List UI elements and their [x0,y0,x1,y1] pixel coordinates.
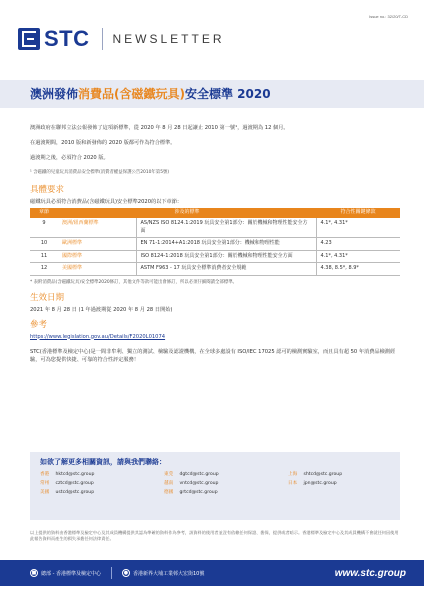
row-clauses: 4.1*, 4.31* [316,250,400,263]
row-clauses: 4.23 [316,238,400,251]
contact-city: 日本 [288,481,298,486]
page-title [30,85,271,102]
stc-logo-icon [18,28,40,50]
contact-city: 美國 [40,490,50,495]
contact-entry [40,480,164,487]
contact-email[interactable]: jpn@stc.group [303,481,337,486]
table-intro: 磁鐵玩具必須符合消費品(含磁鐵玩具)安全標準2020的以下章節： [30,199,183,205]
header [18,24,408,54]
table-header-section: 章節 [30,208,58,218]
table-row [30,218,400,238]
contact-email[interactable]: grtcd@stc.group [179,490,218,495]
table-row [30,250,400,263]
newsletter-label: NEWSLETTER [112,32,225,46]
contact-city: 上海 [288,472,298,477]
row-standard: EN 71-1:2014+A1:2018 玩具安全第1部分：機械和物理性能 [136,238,316,251]
footer-address-label: 香港新界大埔工業邨大宏街10號 [132,570,205,577]
row-country: 歐洲標準 [58,238,136,251]
title-part-1: 澳洲發佈 [30,87,79,101]
table-header-clauses: 符合性關鍵條款 [316,208,400,218]
standards-table [30,208,400,276]
contact-email[interactable]: ustcd@stc.group [55,490,95,495]
contact-email[interactable]: shtcd@stc.group [303,472,343,477]
row-clauses: 4.1*, 4.31* [316,218,400,238]
contact-city: 越南 [164,481,174,486]
row-standard: ISO 8124-1:2018 玩具安全第1部分：關於機械和物理性能安全方面 [136,250,316,263]
footer [0,560,424,586]
row-standard: AS/NZS ISO 8124.1:2019 玩具安全第1部分：關於機械和物理性能安全方面 [136,218,316,238]
contact-box [30,452,400,520]
row-standard: ASTM F963 - 17 玩具安全標準消費者安全規範 [136,263,316,276]
title-part-3: 安全標準 2020 [185,87,271,101]
contact-entry [164,480,288,487]
row-country: 國際標準 [58,250,136,263]
contact-entry [40,489,164,496]
section-heading-requirements: 具體要求 [30,185,65,195]
table-header-standard: 涉及的標準 [58,208,316,218]
footer-org-label: 總部 - 香港標準及檢定中心 [41,570,101,577]
building-icon: ■ [31,570,37,576]
row-clauses: 4.38, 8.5*, 8.9* [316,263,400,276]
contact-city: 東莞 [164,472,174,477]
row-country: 美國標準 [58,263,136,276]
section-heading-effective-date: 生效日期 [30,292,65,303]
reference-link[interactable]: https://www.legislation.gov.au/Details/F2020L01074 [30,333,166,340]
table-row [30,263,400,276]
contact-email[interactable]: dgtcd@stc.group [179,472,219,477]
intro-paragraph: 澳洲政府在聯邦立法公報發佈了這項新標準，從 2020 年 8 月 28 日起讓止 2010 第一號¹，過渡期為 12 個月。 [30,125,289,131]
row-section-no: 9 [30,218,58,238]
footer-divider [111,567,112,579]
footer-address [122,569,204,577]
section-heading-reference: 參考 [30,319,48,330]
contact-city: 香港 [40,472,50,477]
table-row [30,238,400,251]
contact-entry [164,471,288,478]
contact-city: 德國 [164,490,174,495]
footnote: ¹ 含磁鐵的兒童玩具消費品安全標準(消費者權益保護公告2010年第5號) [30,170,170,175]
row-section-no: 10 [30,238,58,251]
issue-number: Issue no.: 32/20/T-CD [369,14,408,19]
disclaimer: 以上提供的資料由香港標準及檢定中心及其成員機構提供其認為準確的資料作為參考，該資料的使用者並沒有依賴任何保證、擔保，提供或者暗示。香港標準及檢定中心及其成員機構不會就任何因使用此報告資料而產生的損失承擔任何法律責任。 [30,530,399,541]
contact-entry [288,471,398,478]
row-section-no: 12 [30,263,58,276]
title-part-2: 消費品(含磁鐵玩具) [78,87,185,101]
main-content [30,124,400,371]
location-pin-icon: ● [123,570,129,576]
footer-org [30,569,101,577]
contact-title: 如欲了解更多相關資訊，請與我們聯絡： [40,458,166,466]
effective-date-text: 2021 年 8 月 28 日 (1 年過渡期從 2020 年 8 月 28 日開始) [30,306,173,313]
contact-entry [40,471,164,478]
row-country: 澳洲/紐西蘭標準 [58,218,136,238]
header-divider [102,28,103,50]
logo-text: STC [44,26,90,51]
contact-email[interactable]: hktcd@stc.group [55,472,95,477]
row-section-no: 11 [30,250,58,263]
intro-paragraph: 在過渡期間，2010 版和新發佈的 2020 版都可作為符合標準。 [30,140,176,146]
table-note: * 表附消費品(含磁鐵玩具)安全標準2020修訂，其他文件等款可能出會修訂，所以必須仔細閱讀全部標準。 [30,279,237,285]
website-link[interactable]: www.stc.group [334,567,406,579]
stc-intro-paragraph: STC(香港標準及檢定中心)是一間非牟利、獨立的測試、檢驗及認證機構，在全球多處設有 ISO/IEC 17025 認可的檢測實驗室，而且具有超 50 年消費品檢測經驗，可為您提供快捷、可靠的符合性評定服務！ [30,348,396,363]
contact-entry [288,480,398,487]
contact-email[interactable]: vntcd@stc.group [179,481,219,486]
contact-city: 常州 [40,481,50,486]
intro-paragraph: 過渡期之後，必須符合 2020 版。 [30,155,109,161]
contact-entry [164,489,288,496]
contact-email[interactable]: cztcd@stc.group [55,481,94,486]
contact-grid [40,471,390,496]
